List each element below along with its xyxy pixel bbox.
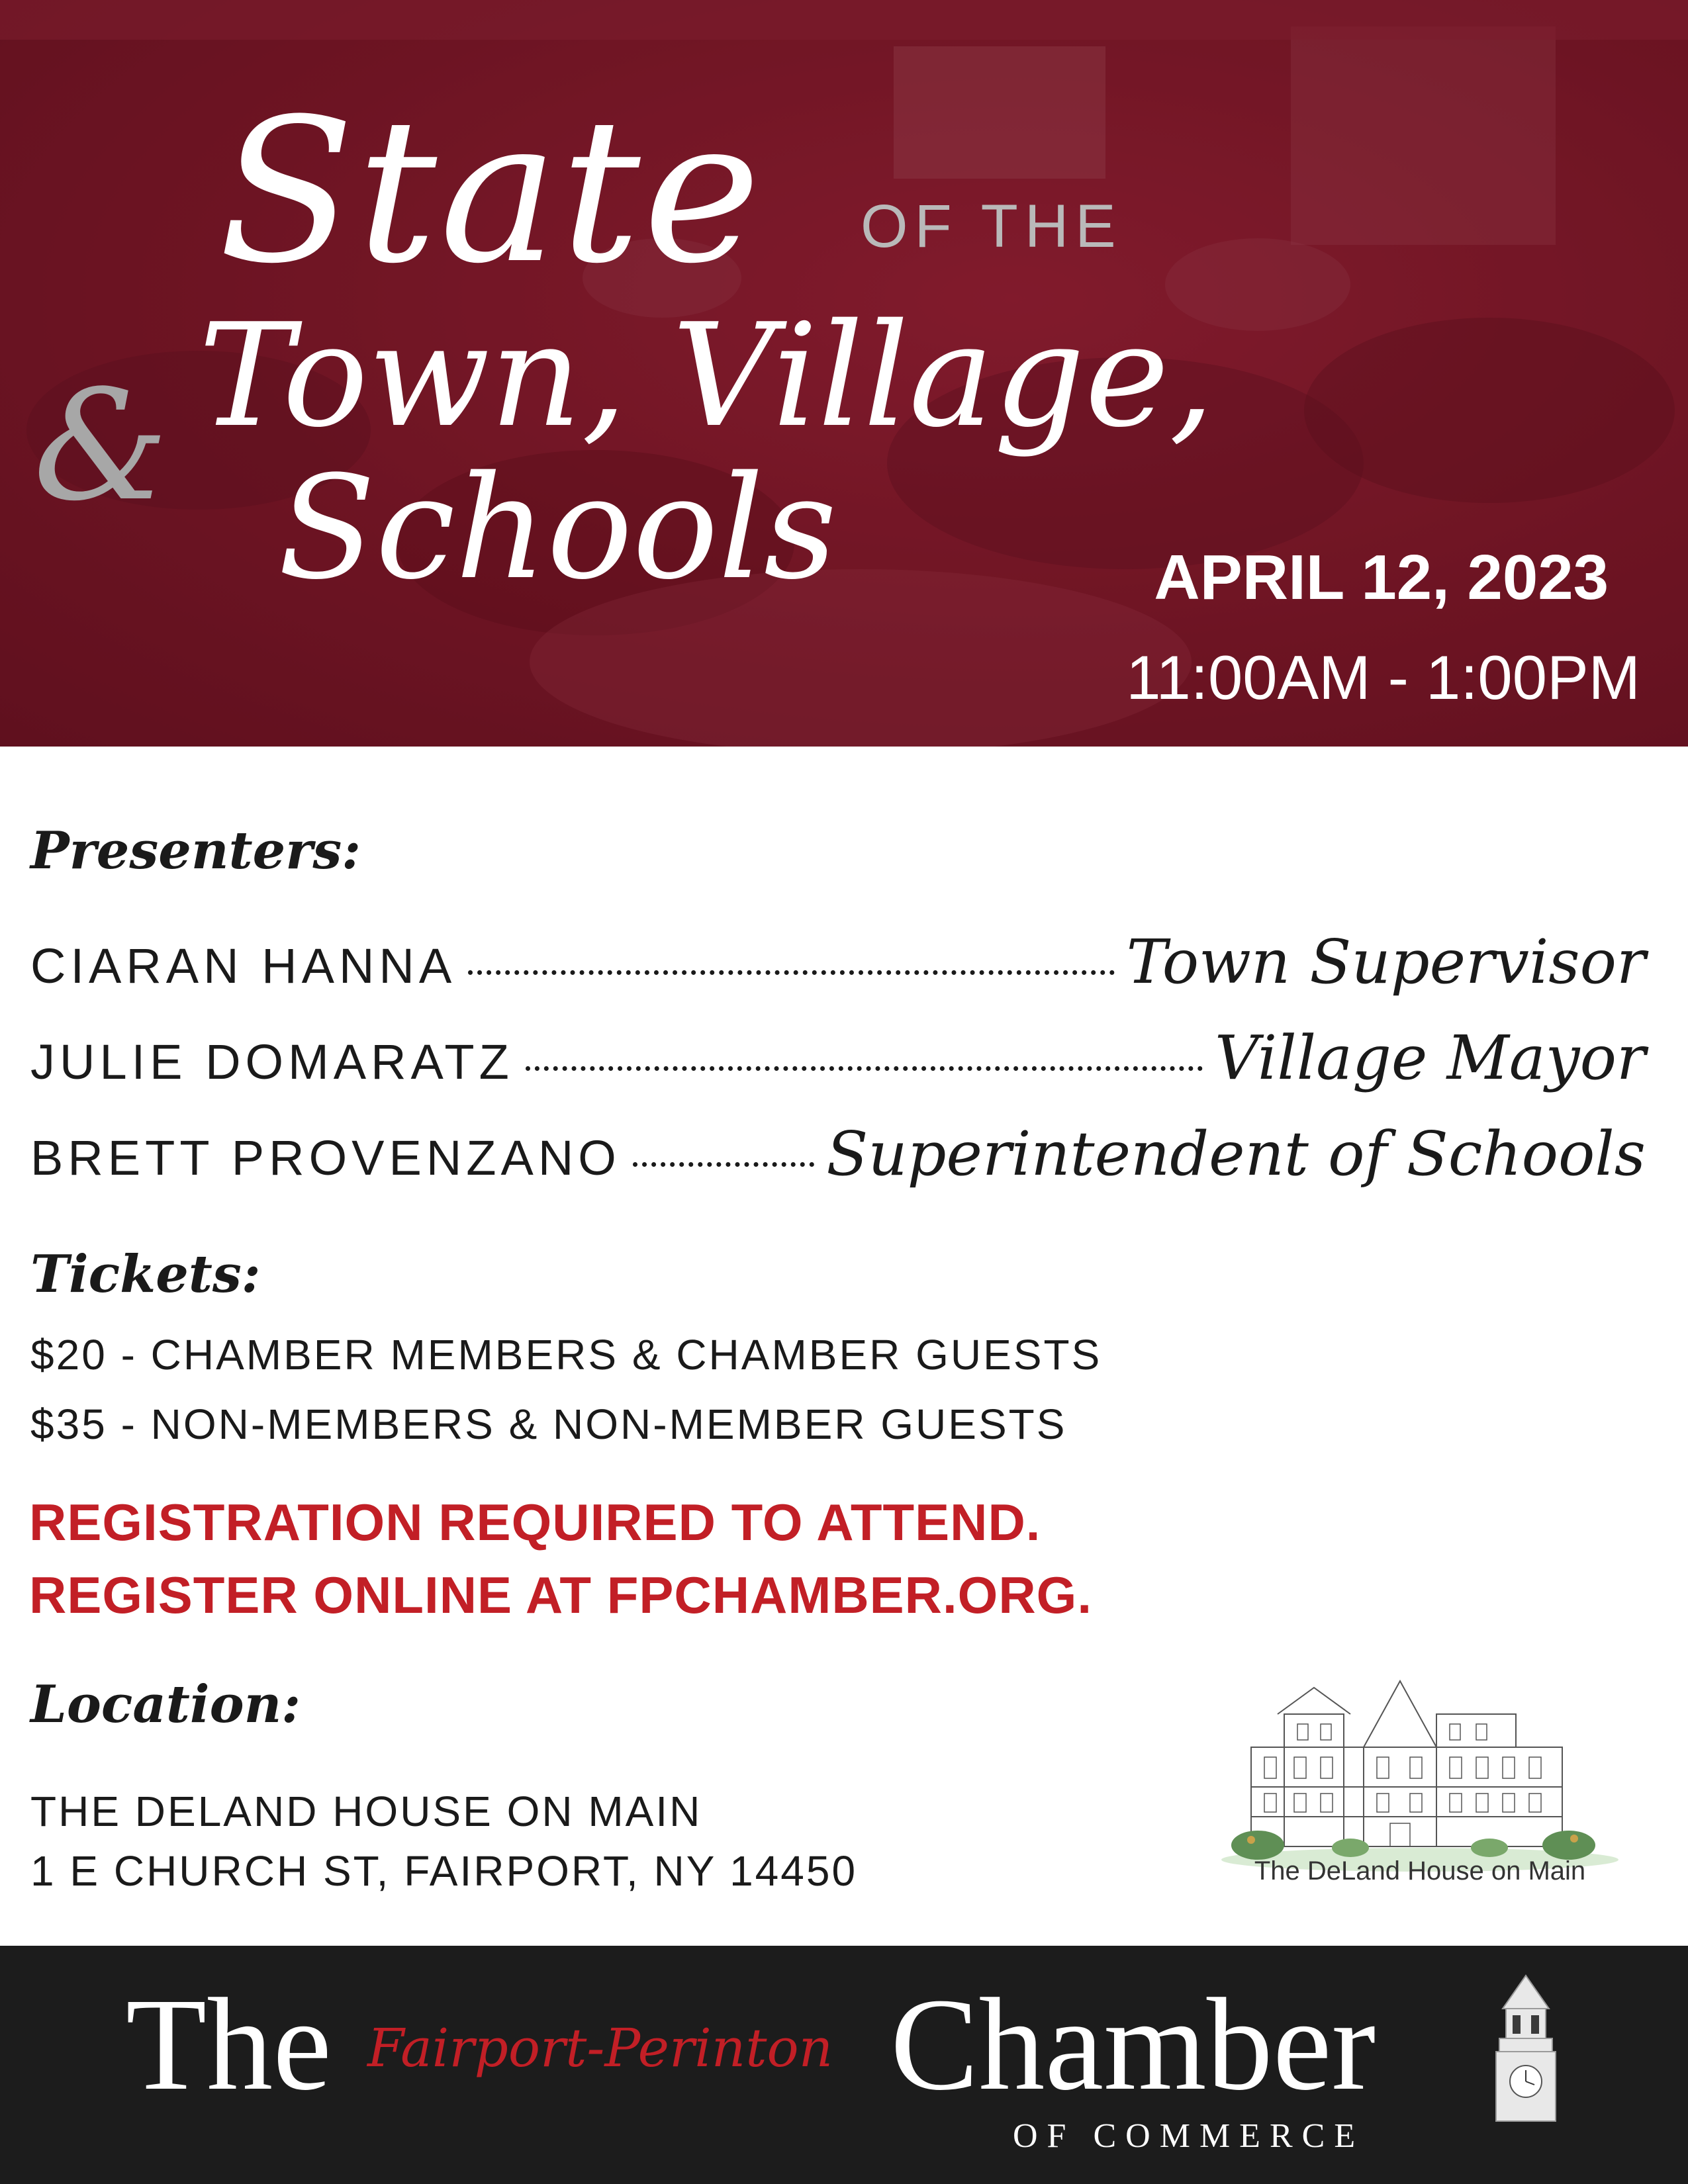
ticket-price-members: $20 - CHAMBER MEMBERS & CHAMBER GUESTS — [30, 1331, 1102, 1379]
title-schools: Schools — [278, 445, 837, 611]
presenters-heading: Presenters: — [30, 821, 361, 881]
footer-fairport-perinton: Fairport-Perinton — [367, 2017, 833, 2079]
presenter-role: Superintendent of Schools — [826, 1118, 1646, 1189]
footer-chamber: Chamber — [890, 1972, 1376, 2118]
dot-leader — [526, 1066, 1203, 1071]
title-ampersand: & — [33, 358, 169, 535]
presenter-row — [30, 927, 1646, 999]
title-town-village: Town, Village, — [199, 293, 1215, 459]
venue-address: 1 E CHURCH ST, FAIRPORT, NY 14450 — [30, 1847, 858, 1895]
footer-of-commerce: OF COMMERCE — [1013, 2117, 1365, 2155]
presenter-row — [30, 1023, 1646, 1095]
ticket-price-non-members: $35 - NON-MEMBERS & NON-MEMBER GUESTS — [30, 1400, 1067, 1448]
presenter-name: CIARAN HANNA — [30, 938, 457, 993]
chamber-footer-banner — [0, 1946, 1688, 2184]
location-heading: Location: — [30, 1674, 301, 1735]
clock-tower-icon — [1483, 1972, 1569, 2124]
title-state: State — [218, 76, 764, 307]
event-header-banner — [0, 0, 1688, 747]
venue-logo-caption: The DeLand House on Main — [1254, 1856, 1586, 1886]
venue-name: THE DELAND HOUSE ON MAIN — [30, 1788, 702, 1835]
presenter-name: BRETT PROVENZANO — [30, 1130, 621, 1185]
presenter-role: Town Supervisor — [1126, 927, 1646, 997]
register-online-notice: REGISTER ONLINE AT FPCHAMBER.ORG. — [29, 1566, 1093, 1624]
title-of-the: OF THE — [861, 193, 1123, 260]
presenter-name: JULIE DOMARATZ — [30, 1034, 514, 1089]
dot-leader — [633, 1162, 814, 1167]
presenter-role: Village Mayor — [1215, 1023, 1646, 1093]
presenter-row — [30, 1118, 1646, 1191]
tickets-heading: Tickets: — [30, 1244, 261, 1304]
event-date: APRIL 12, 2023 — [1154, 542, 1609, 613]
event-time: 11:00AM - 1:00PM — [1126, 643, 1640, 712]
dot-leader — [468, 970, 1114, 975]
registration-required-notice: REGISTRATION REQUIRED TO ATTEND. — [29, 1493, 1041, 1551]
footer-the: The — [126, 1972, 332, 2118]
